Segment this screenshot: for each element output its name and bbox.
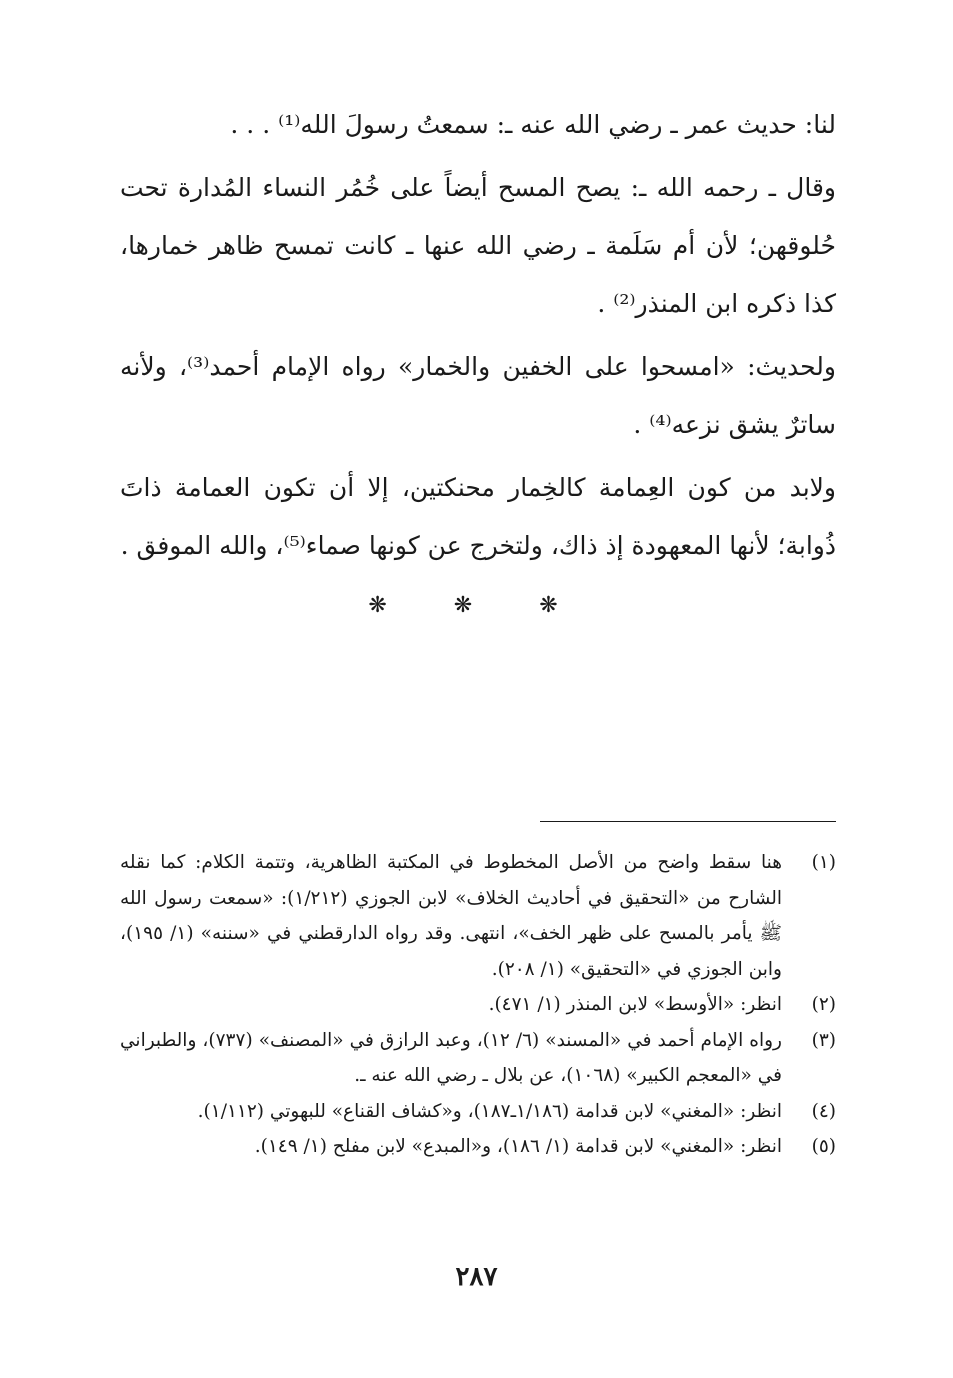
paragraph-1: لنا: حديث عمر ـ رضي الله عنه ـ: سمعتُ رسولَ الله⁽¹⁾ . . . bbox=[230, 110, 836, 139]
paragraph-4: ولابد من كون العِمامة كالخِمار محنكتين، إلا أن تكون العمامة ذاتَ ذُوابة؛ لأنها المعهودة إذ ذاك، ولتخرج عن كونها صماء⁽⁵⁾، والله الموفق . bbox=[120, 473, 836, 560]
footnote-4 bbox=[120, 1094, 836, 1130]
footnote-text: هنا سقط واضح من الأصل المخطوط في المكتبة الظاهرية، وتتمة الكلام: كما نقله الشارح من «التحقيق في أحاديث الخلاف» لابن الجوزي (١/٢١٢): «سمعت رسول الله ﷺ يأمر بالمسح على ظهر الخف»، انتهى. وقد رواه الدارقطني في «سننه» (١/ ١٩٥)، وابن الجوزي في «التحقيق» (١/ ٢٠٨). bbox=[120, 852, 782, 980]
footnote-text: انظر: «المغني» لابن قدامة (١/١٨٦ـ١٨٧)، و«كشاف القناع» للبهوتي (١/١١٢). bbox=[197, 1100, 782, 1122]
footnote-number: (٤) bbox=[811, 1100, 836, 1122]
section-separator: ❋ ❋ ❋ bbox=[368, 593, 588, 618]
footnote-divider bbox=[540, 821, 836, 822]
footnote-1 bbox=[120, 845, 836, 987]
footnote-text: انظر: «المغني» لابن قدامة (١/ ١٨٦)، و«المبدع» لابن مفلح (١/ ١٤٩). bbox=[254, 1136, 782, 1157]
footnote-text: رواه الإمام أحمد في «المسند» (٦/ ١٢)، وعبد الرازق في «المصنف» (٧٣٧)، والطبراني في «المعجم الكبير» (١٠٦٨)، عن بلال ـ رضي الله عنه ـ. bbox=[120, 1029, 782, 1086]
footnote-3 bbox=[120, 1023, 836, 1094]
footnote-number: (٥) bbox=[811, 1136, 836, 1157]
footnote-5 bbox=[120, 1129, 836, 1165]
paragraph-2: وقال ـ رحمه الله ـ: يصح المسح أيضاً على خُمُر النساء المُدارة تحت حُلوقهن؛ لأن أم سَلَمة ـ رضي الله عنها ـ كانت تمسح ظاهر خمارها، كذا ذكره ابن المنذر⁽²⁾ . bbox=[120, 173, 836, 318]
footnote-2 bbox=[120, 987, 836, 1023]
main-text bbox=[120, 96, 836, 618]
footnotes bbox=[120, 845, 836, 1165]
paragraph-3: ولحديث: «امسحوا على الخفين والخمار» رواه الإمام أحمد⁽³⁾، ولأنه ساترٌ يشق نزعه⁽⁴⁾ . bbox=[120, 352, 836, 439]
footnote-number: (٢) bbox=[811, 994, 836, 1015]
page-number: ٢٨٧ bbox=[455, 1262, 498, 1292]
footnote-number: (٣) bbox=[811, 1029, 836, 1051]
footnote-text: انظر: «الأوسط» لابن المنذر (١/ ٤٧١). bbox=[488, 994, 782, 1015]
footnote-number: (١) bbox=[811, 852, 836, 873]
